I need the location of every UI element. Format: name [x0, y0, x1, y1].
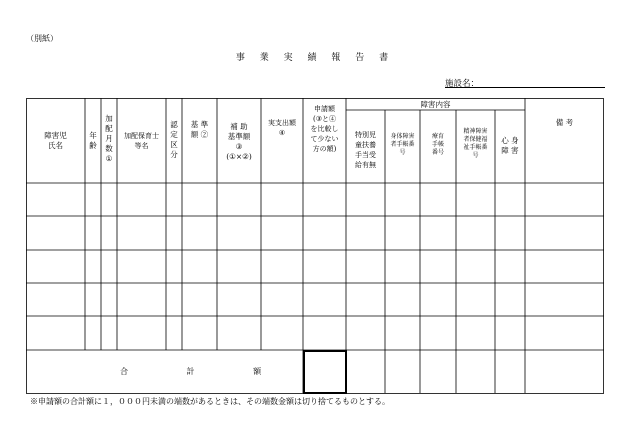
col-claim: 申請額 (③と④ を比較し て少ない 方の額) [310, 105, 339, 153]
col-disability-group: 障害内容 [420, 100, 451, 109]
col-months: 加 配 月 数 ① [105, 114, 113, 163]
facility-label: 施設名： [445, 79, 480, 89]
footnote: ※申請額の合計額に１，０００円未満の端数があるときは、その端数金額は切り捨てるものとする。 [30, 397, 390, 406]
col-psychosomatic: 心 身 障 害 [501, 136, 519, 155]
table-row[interactable] [27, 251, 603, 282]
col-subsidy: 補 助 基準額 ③ (①×②) [226, 122, 252, 161]
col-standard: 基 準 額 ② [190, 120, 209, 139]
col-rehab-cert: 療育 手帳 番号 [431, 133, 444, 156]
col-remarks: 備 考 [555, 118, 574, 127]
col-mental-cert: 精神障害 者保健福 祉手帳番 号 [463, 128, 488, 159]
table-row[interactable] [27, 217, 603, 249]
col-nursery: 加配保育士 等名 [124, 132, 159, 150]
table-row[interactable] [27, 184, 603, 216]
col-special-allowance: 特別児 童扶養 手当受 給有無 [355, 131, 376, 169]
col-category: 認 定 区 分 [170, 120, 178, 159]
col-physical-cert: 身体障害 者手帳番 号 [390, 133, 415, 156]
annex-label: （別紙） [26, 34, 58, 43]
col-actual: 実支出額 ④ [268, 119, 296, 137]
col-age: 年 齢 [89, 131, 97, 150]
page-title: 事 業 実 績 報 告 書 [235, 53, 395, 63]
table-row[interactable] [27, 284, 603, 315]
table-row[interactable] [27, 317, 603, 349]
total-amount-cell [304, 351, 346, 393]
col-child-name: 障害児 氏名 [44, 131, 67, 150]
total-label: 合 計 額 [120, 367, 290, 376]
